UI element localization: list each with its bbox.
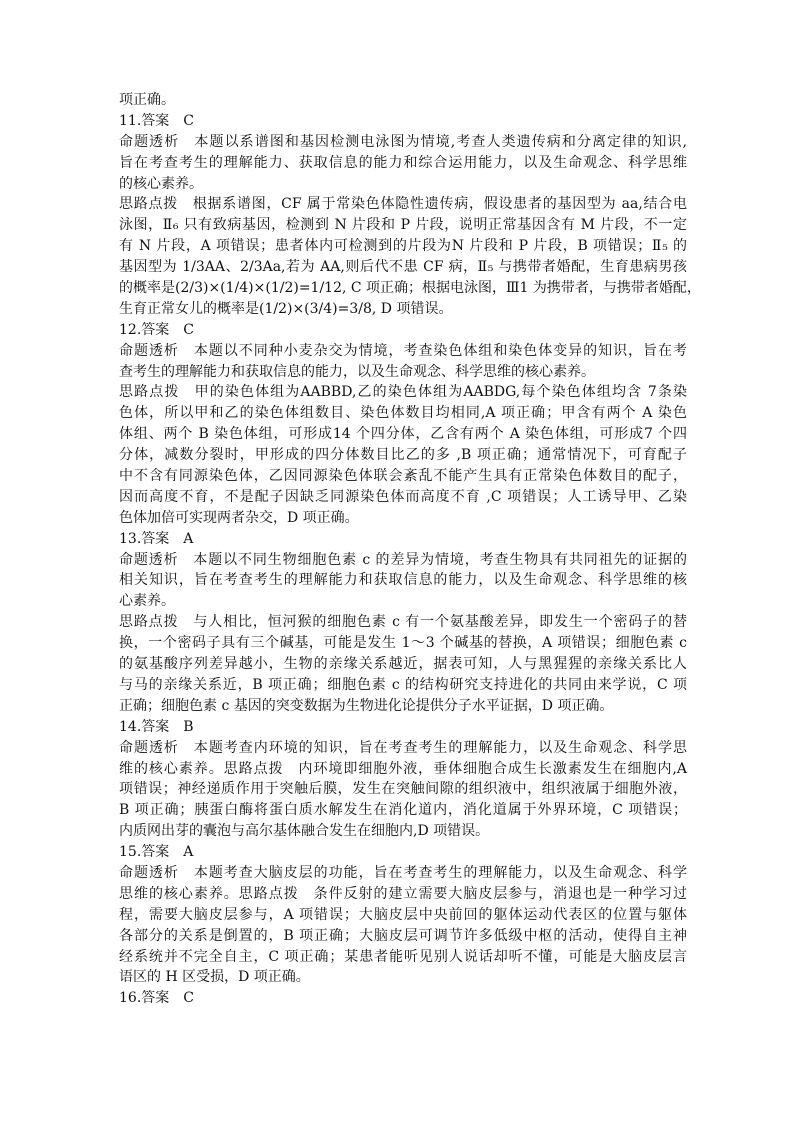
text-line: 体组、两个 B 染色体组，可形成14 个四分体，乙含有两个 A 染色体组，可形成7 个四 [119,426,687,443]
question-12-explanation [119,320,687,529]
question-15-explanation [119,842,687,988]
text-line: 旨在考查考生的理解能力、获取信息的能力和综合运用能力，以及生命观念、科学思维 [119,154,687,171]
text-line: 命题透析 本题以不同种小麦杂交为情境，考查染色体组和染色体变异的知识，旨在考 [119,342,687,359]
text-line: 程，需要大脑皮层参与，A 项错误；大脑皮层中央前回的躯体运动代表区的位置与躯体 [119,906,687,923]
question-13-explanation [119,529,687,717]
text-line: 有 N 片段，A 项错误；患者体内可检测到的片段为N 片段和 P 片段，B 项错误；Ⅱ₅ 的 [119,238,687,255]
text-line: 内质网出芽的囊泡与高尔基体融合发生在细胞内,D 项错误。 [119,823,490,840]
text-line: 相关知识，旨在考查考生的理解能力和获取信息的能力，以及生命观念、科学思维的核 [119,572,687,589]
question-14-explanation [119,717,687,842]
text-line: 的核心素养。 [119,175,203,192]
question-11-explanation [119,111,701,320]
text-line: 分体，减数分裂时，甲形成的四分体数目比乙的多 ,B 项正确；通常情况下，可育配子 [119,447,687,464]
question-16-explanation [119,988,687,1009]
text-line: 命题透析 本题考查内环境的知识，旨在考查考生的理解能力，以及生命观念、科学思 [119,739,687,756]
text-line: 泳图，Ⅱ₆ 只有致病基因，检测到 N 片段和 P 片段，说明正常基因含有 M 片段，不一定 [119,217,687,234]
text-line: 生育正常女儿的概率是(1/2)×(3/4)=3/8, D 项错误。 [119,300,453,317]
text-line: 因而高度不育，不是配子因缺乏同源染色体而高度不育 ,C 项错误；人工诱导甲、乙染 [119,488,687,505]
answer-heading: 15.答案 A [119,844,194,861]
text-line: 经系统并不完全自主，C 项正确；某患者能听见别人说话却听不懂，可能是大脑皮层言 [119,948,687,965]
answer-heading: 13.答案 A [119,530,194,547]
text-line: 思维的核心素养。思路点拨 条件反射的建立需要大脑皮层参与，消退也是一种学习过 [119,885,687,902]
text-line: 项正确。 [119,92,175,108]
text-line: 正确；细胞色素 c 基因的突变数据为生物进化论提供分子水平证据，D 项正确。 [119,697,614,714]
document-page [119,90,701,1009]
text-line: 思路点拨 根据系谱图，CF 属于常染色体隐性遗传病，假设患者的基因型为 aa,结合电 [119,196,687,213]
text-line: 色体加倍可实现两者杂交，D 项正确。 [119,509,359,526]
text-line: 各部分的关系是倒置的，B 项正确；大脑皮层可调节许多低级中枢的活动，使得自主神 [119,927,687,944]
text-line: 思路点拨 与人相比，恒河猴的细胞色素 c 有一个氨基酸差异，即发生一个密码子的替 [119,614,687,631]
text-line: B 项正确；胰蛋白酶将蛋白质水解发生在消化道内，消化道属于外界环境，C 项错误； [119,802,687,819]
text-line: 的氨基酸序列差异越小，生物的亲缘关系越近，据表可知，人与黑猩猩的亲缘关系比人 [119,656,687,673]
text-line: 维的核心素养。思路点拨 内环境即细胞外液，垂体细胞合成生长激素发生在细胞内,A [119,760,687,777]
answer-heading: 11.答案 C [119,112,194,129]
text-line: 语区的 H 区受损，D 项正确。 [119,969,310,986]
text-line: 命题透析 本题考查大脑皮层的功能，旨在考查考生的理解能力，以及生命观念、科学 [119,864,687,881]
text-line: 思路点拨 甲的染色体组为AABBD,乙的染色体组为AABDG,每个染色体组均含 7条染 [119,384,687,401]
text-line: 心素养。 [119,593,175,610]
text-line: 命题透析 本题以不同生物细胞色素 c 的差异为情境，考查生物具有共同祖先的证据的 [119,551,687,568]
text-line: 查考生的理解能力和获取信息的能力，以及生命观念、科学思维的核心素养。 [119,363,595,380]
text-line: 基因型为 1/3AA、2/3Aa,若为 AA,则后代不患 CF 病，Ⅱ₅ 与携带者婚配，生育患病男孩 [119,259,687,276]
answer-heading: 16.答案 C [119,990,194,1007]
text-line: 与马的亲缘关系近，B 项正确；细胞色素 c 的结构研究支持进化的共同由来学说，C 项 [119,676,687,693]
text-line: 的概率是(2/3)×(1/4)×(1/2)=1/12, C 项正确；根据电泳图，Ⅲ1 为携带者，与携带者婚配， [119,280,701,297]
text-line: 项错误；神经递质作用于突触后膜，发生在突触间隙的组织液中，组织液属于细胞外液， [119,781,687,798]
text-line: 中不含有同源染色体，乙因同源染色体联会紊乱不能产生具有正常染色体数目的配子， [119,468,687,485]
answer-heading: 12.答案 C [119,321,194,338]
text-line: 换，一个密码子具有三个碱基，可能是发生 1～3 个碱基的替换，A 项错误；细胞色素 c [119,635,687,652]
question-10-tail [119,90,687,111]
text-line: 色体，所以甲和乙的染色体组数目、染色体数目均相同,A 项正确；甲含有两个 A 染色 [119,405,687,422]
text-line: 命题透析 本题以系谱图和基因检测电泳图为情境,考查人类遗传病和分离定律的知识, [119,133,687,150]
answer-heading: 14.答案 B [119,718,194,735]
